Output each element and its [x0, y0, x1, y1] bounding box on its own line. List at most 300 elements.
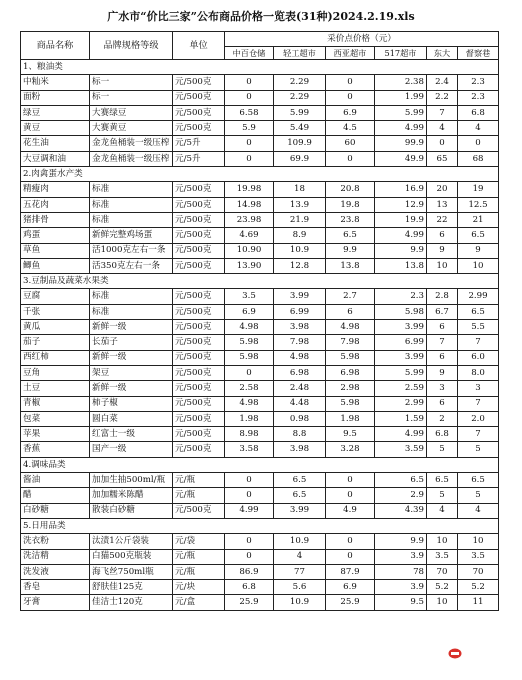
item-name-cell: 中籼米: [21, 75, 90, 90]
page-title: 广水市“价比三家”公布商品价格一览表(31种)2024.2.19.xls: [107, 10, 415, 23]
price-cell: 4.98: [326, 320, 375, 335]
price-cell: 3.98: [274, 442, 326, 457]
item-brand-cell: 大赛黄豆: [90, 121, 173, 136]
col-header-group: 采价点价格（元）: [225, 32, 499, 47]
item-unit-cell: 元/500克: [173, 320, 225, 335]
item-name-cell: 豆腐: [21, 289, 90, 304]
price-cell: 10.90: [225, 243, 274, 258]
price-cell: 4.5: [326, 121, 375, 136]
price-cell: 6.5: [458, 473, 499, 488]
table-row: [21, 90, 499, 105]
price-cell: 4: [427, 121, 458, 136]
item-name-cell: 西红柿: [21, 350, 90, 365]
price-cell: 7.98: [274, 335, 326, 350]
item-name-cell: 鸡蛋: [21, 228, 90, 243]
category-label: 4.调味品类: [21, 457, 499, 472]
price-cell: 19.98: [225, 182, 274, 197]
price-cell: 99.9: [375, 136, 427, 151]
price-cell: 4.99: [375, 427, 427, 442]
price-cell: 5.98: [326, 396, 375, 411]
price-cell: 5.99: [274, 105, 326, 120]
price-cell: 4.9: [326, 503, 375, 518]
item-brand-cell: 新鲜一级: [90, 320, 173, 335]
item-brand-cell: 汰渍1公斤袋装: [90, 534, 173, 549]
price-cell: 2.3: [458, 90, 499, 105]
price-cell: 87.9: [326, 564, 375, 579]
item-brand-cell: 舒肤佳125克: [90, 580, 173, 595]
price-cell: 12.5: [458, 197, 499, 212]
price-cell: 0: [225, 90, 274, 105]
item-unit-cell: 元/瓶: [173, 564, 225, 579]
price-cell: 7: [427, 105, 458, 120]
price-cell: 6: [326, 304, 375, 319]
table-row: [21, 503, 499, 518]
item-name-cell: 土豆: [21, 381, 90, 396]
item-name-cell: 鲫鱼: [21, 258, 90, 273]
price-cell: 5.98: [225, 350, 274, 365]
price-cell: 25.9: [326, 595, 375, 610]
item-brand-cell: 长茄子: [90, 335, 173, 350]
item-name-cell: 醋: [21, 488, 90, 503]
price-cell: 2.58: [225, 381, 274, 396]
item-brand-cell: 柿子椒: [90, 396, 173, 411]
table-row: [21, 396, 499, 411]
price-cell: 6.5: [458, 304, 499, 319]
table-row: [21, 228, 499, 243]
table-row: [21, 75, 499, 90]
item-brand-cell: 加加糯米陈醋: [90, 488, 173, 503]
price-cell: 18: [274, 182, 326, 197]
col-header-brand: 品牌规格等级: [90, 32, 173, 60]
item-name-cell: 香蕉: [21, 442, 90, 457]
item-name-cell: 五花肉: [21, 197, 90, 212]
table-row: [21, 365, 499, 380]
price-cell: 3: [458, 381, 499, 396]
price-cell: 6: [427, 228, 458, 243]
item-unit-cell: 元/500克: [173, 197, 225, 212]
price-cell: 2.3: [375, 289, 427, 304]
price-cell: 4: [274, 549, 326, 564]
price-cell: 5: [458, 488, 499, 503]
item-brand-cell: 标一: [90, 75, 173, 90]
stamp-icon: [448, 648, 462, 659]
table-row: [21, 197, 499, 212]
price-cell: 2: [427, 411, 458, 426]
item-unit-cell: 元/500克: [173, 90, 225, 105]
price-cell: 0: [225, 365, 274, 380]
price-cell: 3.5: [458, 549, 499, 564]
item-unit-cell: 元/500克: [173, 427, 225, 442]
price-cell: 10: [427, 258, 458, 273]
price-cell: 0: [326, 75, 375, 90]
item-unit-cell: 元/瓶: [173, 488, 225, 503]
item-unit-cell: 元/500克: [173, 411, 225, 426]
price-cell: 5.98: [225, 335, 274, 350]
price-cell: 9.9: [326, 243, 375, 258]
price-cell: 6: [427, 396, 458, 411]
price-cell: 77: [274, 564, 326, 579]
item-unit-cell: 元/5升: [173, 151, 225, 166]
price-cell: 6.9: [225, 304, 274, 319]
table-row: [21, 580, 499, 595]
price-cell: 0.98: [274, 411, 326, 426]
price-cell: 9: [458, 243, 499, 258]
price-cell: 0: [458, 136, 499, 151]
price-cell: 0: [326, 473, 375, 488]
table-row: [21, 411, 499, 426]
price-cell: 4.98: [225, 396, 274, 411]
price-cell: 5.98: [326, 350, 375, 365]
price-cell: 6: [427, 320, 458, 335]
item-unit-cell: 元/瓶: [173, 473, 225, 488]
table-row: [21, 442, 499, 457]
item-name-cell: 黄瓜: [21, 320, 90, 335]
item-brand-cell: 金龙鱼桶装一级压榨: [90, 151, 173, 166]
item-brand-cell: 活1000克左右一条: [90, 243, 173, 258]
price-cell: 3.99: [274, 289, 326, 304]
item-brand-cell: 红富士一级: [90, 427, 173, 442]
price-cell: 5.49: [274, 121, 326, 136]
item-name-cell: 青椒: [21, 396, 90, 411]
price-cell: 7: [458, 396, 499, 411]
price-cell: 60: [326, 136, 375, 151]
price-cell: 6.5: [274, 473, 326, 488]
price-cell: 22: [427, 212, 458, 227]
price-cell: 6: [427, 350, 458, 365]
price-cell: 109.9: [274, 136, 326, 151]
item-brand-cell: 海飞丝750ml瓶: [90, 564, 173, 579]
price-cell: 16.9: [375, 182, 427, 197]
price-cell: 3.99: [375, 350, 427, 365]
price-cell: 6.5: [375, 473, 427, 488]
price-cell: 9.5: [375, 595, 427, 610]
price-cell: 9: [427, 365, 458, 380]
price-cell: 7: [458, 335, 499, 350]
price-cell: 2.4: [427, 75, 458, 90]
store-header: 517超市: [375, 47, 427, 60]
category-row: [21, 274, 499, 289]
item-brand-cell: 标准: [90, 197, 173, 212]
item-name-cell: 苹果: [21, 427, 90, 442]
table-row: [21, 258, 499, 273]
price-cell: 3.5: [225, 289, 274, 304]
item-unit-cell: 元/500克: [173, 258, 225, 273]
price-cell: 65: [427, 151, 458, 166]
store-header: 东大: [427, 47, 458, 60]
item-unit-cell: 元/500克: [173, 243, 225, 258]
price-cell: 5: [427, 488, 458, 503]
table-row: [21, 595, 499, 610]
price-cell: 5.99: [375, 105, 427, 120]
table-row: [21, 564, 499, 579]
price-cell: 2.48: [274, 381, 326, 396]
price-cell: 4: [427, 503, 458, 518]
price-cell: 8.8: [274, 427, 326, 442]
price-cell: 1.98: [225, 411, 274, 426]
price-cell: 5.2: [427, 580, 458, 595]
price-cell: 68: [458, 151, 499, 166]
price-cell: 5.5: [458, 320, 499, 335]
item-unit-cell: 元/500克: [173, 289, 225, 304]
price-cell: 2.3: [458, 75, 499, 90]
item-name-cell: 精瘦肉: [21, 182, 90, 197]
category-row: [21, 518, 499, 533]
price-cell: 6.0: [458, 350, 499, 365]
price-cell: 6.5: [326, 228, 375, 243]
item-name-cell: 花生油: [21, 136, 90, 151]
item-name-cell: 猪排骨: [21, 212, 90, 227]
item-unit-cell: 元/500克: [173, 182, 225, 197]
price-cell: 2.99: [375, 396, 427, 411]
item-name-cell: 洗衣粉: [21, 534, 90, 549]
price-cell: 6.9: [326, 105, 375, 120]
price-cell: 3.9: [375, 580, 427, 595]
price-cell: 2.29: [274, 90, 326, 105]
price-cell: 0: [326, 151, 375, 166]
price-cell: 21.9: [274, 212, 326, 227]
price-cell: 0: [427, 136, 458, 151]
item-unit-cell: 元/500克: [173, 304, 225, 319]
price-cell: 10: [458, 534, 499, 549]
item-unit-cell: 元/500克: [173, 396, 225, 411]
item-brand-cell: 大赛绿豆: [90, 105, 173, 120]
price-cell: 5.98: [375, 304, 427, 319]
item-unit-cell: 元/袋: [173, 534, 225, 549]
price-cell: 2.29: [274, 75, 326, 90]
price-cell: 1.59: [375, 411, 427, 426]
price-cell: 4.98: [225, 320, 274, 335]
price-cell: 8.0: [458, 365, 499, 380]
price-cell: 0: [225, 549, 274, 564]
price-cell: 3.99: [274, 503, 326, 518]
table-row: [21, 335, 499, 350]
category-label: 2.肉禽蛋水产类: [21, 167, 499, 182]
price-cell: 0: [225, 75, 274, 90]
price-cell: 23.8: [326, 212, 375, 227]
price-cell: 8.9: [274, 228, 326, 243]
price-cell: 49.9: [375, 151, 427, 166]
price-cell: 7.98: [326, 335, 375, 350]
price-cell: 5.2: [458, 580, 499, 595]
category-label: 1、粮油类: [21, 60, 499, 75]
price-cell: 13.90: [225, 258, 274, 273]
table-row: [21, 182, 499, 197]
item-brand-cell: 活350克左右一条: [90, 258, 173, 273]
price-cell: 21: [458, 212, 499, 227]
item-name-cell: 黄豆: [21, 121, 90, 136]
table-row: [21, 381, 499, 396]
item-brand-cell: 标准: [90, 212, 173, 227]
item-brand-cell: 金龙鱼桶装一级压榨: [90, 136, 173, 151]
store-header: 督察巷: [458, 47, 499, 60]
price-cell: 6.8: [225, 580, 274, 595]
item-name-cell: 豆角: [21, 365, 90, 380]
price-cell: 6.7: [427, 304, 458, 319]
item-unit-cell: 元/500克: [173, 335, 225, 350]
item-name-cell: 茄子: [21, 335, 90, 350]
price-cell: 19.9: [375, 212, 427, 227]
price-cell: 12.9: [375, 197, 427, 212]
price-cell: 86.9: [225, 564, 274, 579]
price-cell: 3.58: [225, 442, 274, 457]
price-cell: 2.2: [427, 90, 458, 105]
category-label: 5.日用品类: [21, 518, 499, 533]
table-row: [21, 105, 499, 120]
price-cell: 10.9: [274, 595, 326, 610]
price-cell: 12.8: [274, 258, 326, 273]
item-unit-cell: 元/块: [173, 580, 225, 595]
price-cell: 4.99: [225, 503, 274, 518]
category-row: [21, 60, 499, 75]
store-header: 中百仓储: [225, 47, 274, 60]
item-name-cell: 大豆调和油: [21, 151, 90, 166]
item-brand-cell: 散装白砂糖: [90, 503, 173, 518]
store-header: 轻工超市: [274, 47, 326, 60]
price-cell: 6.8: [427, 427, 458, 442]
price-cell: 3.99: [375, 320, 427, 335]
item-brand-cell: 白猫500克瓶装: [90, 549, 173, 564]
item-unit-cell: 元/500克: [173, 75, 225, 90]
price-cell: 6.5: [427, 473, 458, 488]
price-cell: 6.5: [274, 488, 326, 503]
table-row: [21, 350, 499, 365]
item-name-cell: 面粉: [21, 90, 90, 105]
price-cell: 3.59: [375, 442, 427, 457]
table-row: [21, 289, 499, 304]
item-brand-cell: 架豆: [90, 365, 173, 380]
price-cell: 4: [458, 121, 499, 136]
price-cell: 5.9: [225, 121, 274, 136]
item-brand-cell: 标准: [90, 182, 173, 197]
price-cell: 3.5: [427, 549, 458, 564]
price-cell: 13: [427, 197, 458, 212]
item-unit-cell: 元/500克: [173, 365, 225, 380]
price-cell: 5: [458, 442, 499, 457]
item-brand-cell: 标准: [90, 304, 173, 319]
item-unit-cell: 元/瓶: [173, 549, 225, 564]
item-brand-cell: 圆白菜: [90, 411, 173, 426]
price-cell: 25.9: [225, 595, 274, 610]
table-row: [21, 151, 499, 166]
price-cell: 4: [458, 503, 499, 518]
table-row: [21, 304, 499, 319]
price-cell: 5.99: [375, 365, 427, 380]
item-unit-cell: 元/500克: [173, 228, 225, 243]
table-row: [21, 534, 499, 549]
price-cell: 5: [427, 442, 458, 457]
item-name-cell: 绿豆: [21, 105, 90, 120]
price-cell: 4.39: [375, 503, 427, 518]
price-cell: 2.9: [375, 488, 427, 503]
price-table: [20, 31, 499, 611]
price-cell: 3.98: [274, 320, 326, 335]
table-row: [21, 121, 499, 136]
price-cell: 19: [458, 182, 499, 197]
price-cell: 2.59: [375, 381, 427, 396]
price-cell: 10: [427, 534, 458, 549]
item-brand-cell: 佳洁士120克: [90, 595, 173, 610]
table-row: [21, 549, 499, 564]
price-cell: 9.9: [375, 243, 427, 258]
price-cell: 0: [225, 488, 274, 503]
price-cell: 4.99: [375, 121, 427, 136]
price-cell: 13.9: [274, 197, 326, 212]
price-cell: 11: [458, 595, 499, 610]
table-row: [21, 243, 499, 258]
header-row: [21, 32, 499, 47]
item-name-cell: 香皂: [21, 580, 90, 595]
price-cell: 2.38: [375, 75, 427, 90]
price-cell: 0: [225, 136, 274, 151]
price-cell: 9: [427, 243, 458, 258]
price-cell: 13.8: [326, 258, 375, 273]
price-cell: 19.8: [326, 197, 375, 212]
col-header-name: 商品名称: [21, 32, 90, 60]
table-row: [21, 320, 499, 335]
item-unit-cell: 元/盒: [173, 595, 225, 610]
item-name-cell: 包菜: [21, 411, 90, 426]
table-row: [21, 136, 499, 151]
price-cell: 1.98: [326, 411, 375, 426]
price-cell: 5.6: [274, 580, 326, 595]
price-cell: 10: [458, 258, 499, 273]
item-unit-cell: 元/500克: [173, 350, 225, 365]
price-cell: 2.99: [458, 289, 499, 304]
item-brand-cell: 加加生抽500ml/瓶: [90, 473, 173, 488]
price-cell: 1.99: [375, 90, 427, 105]
item-unit-cell: 元/500克: [173, 442, 225, 457]
price-cell: 0: [225, 473, 274, 488]
price-cell: 6.99: [274, 304, 326, 319]
item-name-cell: 白砂糖: [21, 503, 90, 518]
price-cell: 4.99: [375, 228, 427, 243]
price-cell: 6.9: [326, 580, 375, 595]
item-brand-cell: 新鲜完整鸡场蛋: [90, 228, 173, 243]
price-cell: 20: [427, 182, 458, 197]
item-name-cell: 酱油: [21, 473, 90, 488]
price-cell: 2.0: [458, 411, 499, 426]
price-cell: 4.48: [274, 396, 326, 411]
item-brand-cell: 新鲜一级: [90, 381, 173, 396]
price-cell: 6.58: [225, 105, 274, 120]
table-row: [21, 212, 499, 227]
price-cell: 0: [326, 534, 375, 549]
item-unit-cell: 元/500克: [173, 503, 225, 518]
price-cell: 0: [326, 488, 375, 503]
price-cell: 10.9: [274, 243, 326, 258]
price-cell: 9.5: [326, 427, 375, 442]
item-brand-cell: 标一: [90, 90, 173, 105]
item-brand-cell: 新鲜一级: [90, 350, 173, 365]
store-header: 西亚超市: [326, 47, 375, 60]
price-cell: 7: [427, 335, 458, 350]
price-cell: 4.69: [225, 228, 274, 243]
price-cell: 6.5: [458, 228, 499, 243]
item-name-cell: 洗洁精: [21, 549, 90, 564]
price-cell: 2.98: [326, 381, 375, 396]
item-brand-cell: 标准: [90, 289, 173, 304]
price-cell: 23.98: [225, 212, 274, 227]
price-cell: 3.28: [326, 442, 375, 457]
item-unit-cell: 元/500克: [173, 381, 225, 396]
price-cell: 10: [427, 595, 458, 610]
table-row: [21, 427, 499, 442]
item-unit-cell: 元/500克: [173, 121, 225, 136]
price-cell: 20.8: [326, 182, 375, 197]
item-name-cell: 牙膏: [21, 595, 90, 610]
item-unit-cell: 元/500克: [173, 105, 225, 120]
price-cell: 7: [458, 427, 499, 442]
